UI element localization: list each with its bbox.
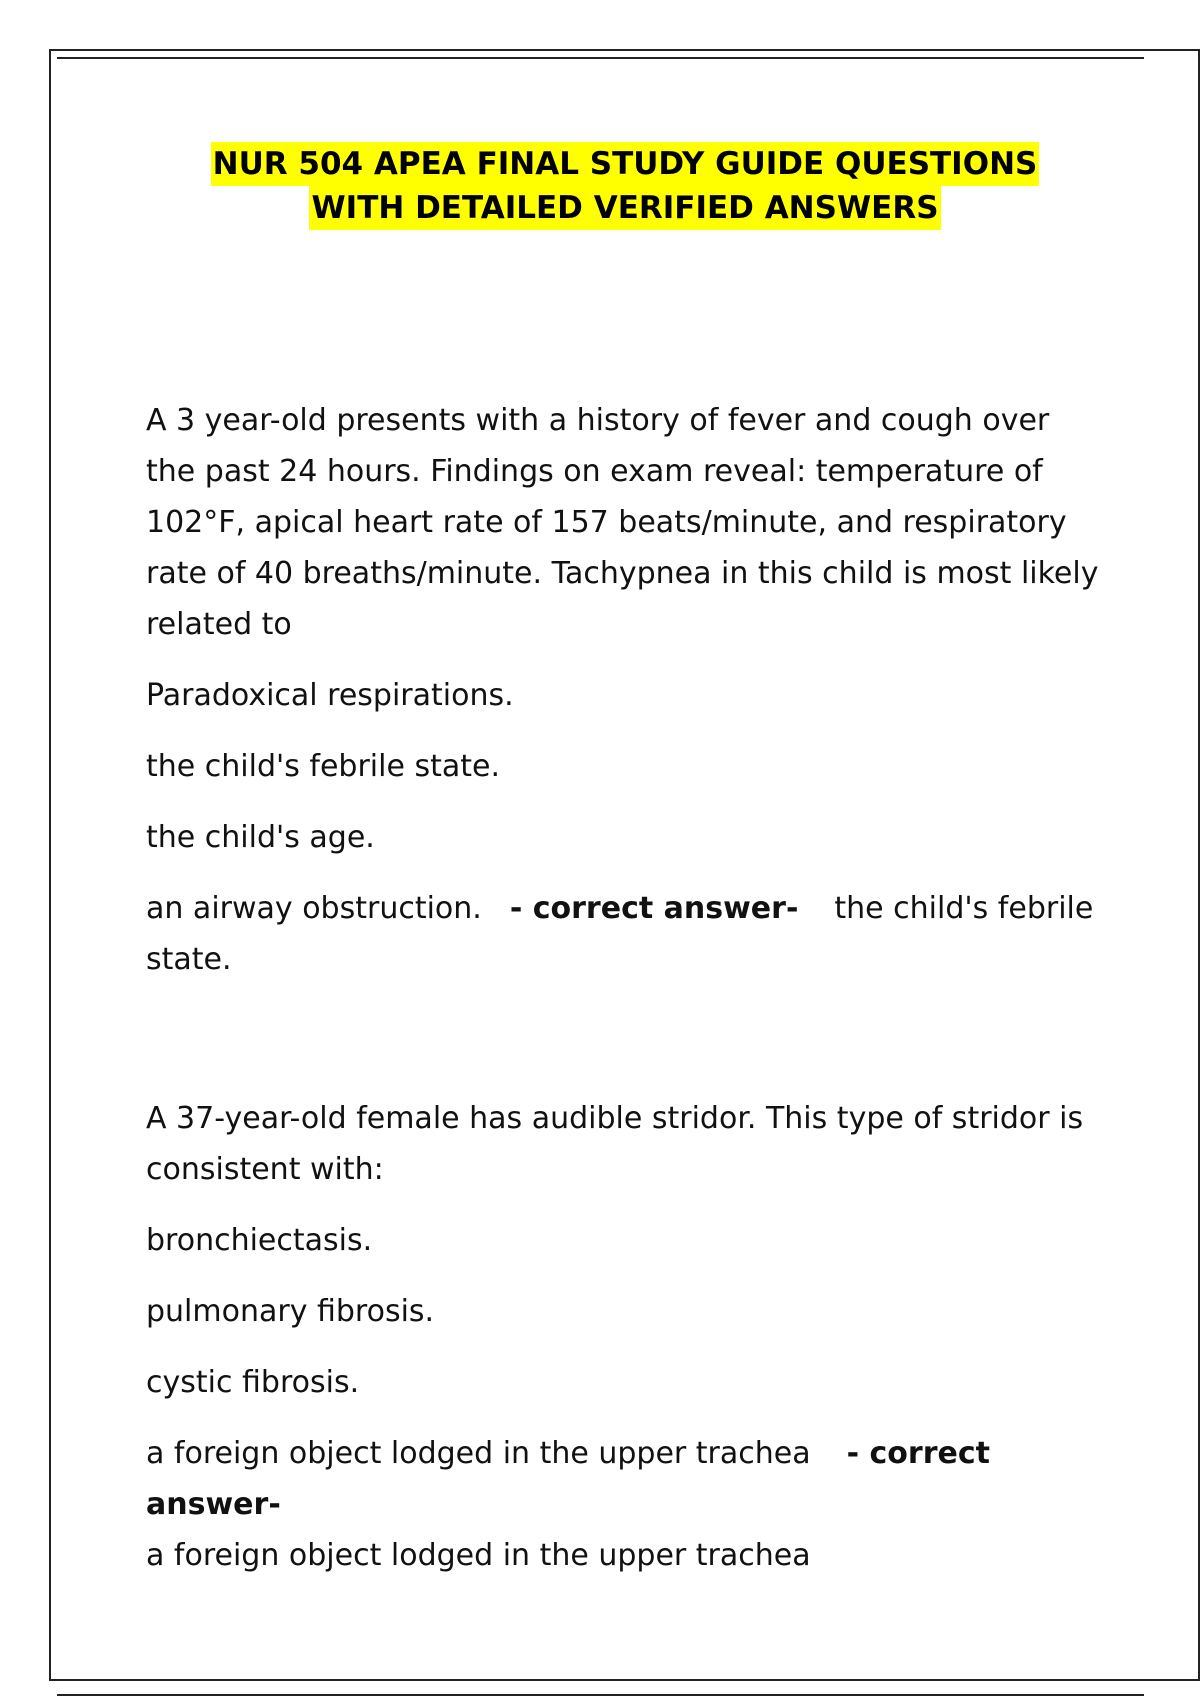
answer-line (146, 1428, 1106, 1581)
top-rule (57, 57, 1144, 59)
correct-answer-label: - correct answer- (146, 1436, 990, 1522)
option-item: an airway obstruction. (146, 891, 482, 926)
option-item: bronchiectasis. (146, 1223, 373, 1258)
title-line-1: NUR 504 APEA FINAL STUDY GUIDE QUESTIONS (211, 142, 1040, 186)
answer-line (146, 883, 1106, 985)
correct-answer-label: - correct answer- (509, 891, 799, 926)
option-item: a foreign object lodged in the upper trachea (146, 1436, 811, 1471)
title-line-2: WITH DETAILED VERIFIED ANSWERS (309, 186, 940, 230)
question-block-2 (146, 1093, 1106, 1581)
option-item: cystic fibrosis. (146, 1365, 360, 1400)
question-stem: A 3 year-old presents with a history of fever and cough over the past 24 hours. Findings on exam reveal: temperature of 102°F, apical heart rate of 157 beats/minute, and respiratory rate of 40 breaths/minute. Tachypnea in this child is most likely related to (146, 403, 1099, 642)
correct-answer-text: the child's febrile state. (146, 891, 1094, 977)
correct-answer-text: a foreign object lodged in the upper trachea (146, 1538, 811, 1573)
option-item: the child's febrile state. (146, 749, 500, 784)
bottom-rule (57, 1694, 1144, 1696)
question-list (146, 395, 1106, 1581)
document-title (100, 142, 1150, 230)
question-block-1 (146, 395, 1106, 985)
option-item: pulmonary fibrosis. (146, 1294, 435, 1329)
option-item: Paradoxical respirations. (146, 678, 514, 713)
question-stem: A 37-year-old female has audible stridor. This type of stridor is consistent with: (146, 1101, 1084, 1187)
option-item: the child's age. (146, 820, 375, 855)
